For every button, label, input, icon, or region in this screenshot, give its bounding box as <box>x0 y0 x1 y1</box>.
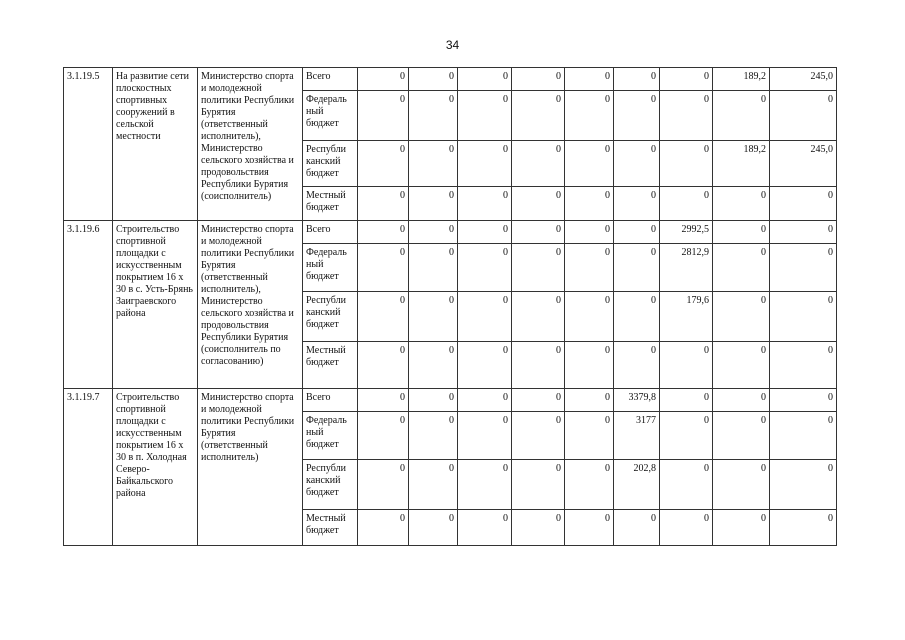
funding-value: 0 <box>358 342 409 389</box>
funding-value: 0 <box>565 292 614 342</box>
funding-value: 0 <box>512 244 565 292</box>
funding-value: 245,0 <box>770 68 837 91</box>
funding-value: 0 <box>713 389 770 412</box>
funding-value: 0 <box>713 342 770 389</box>
funding-value: 2992,5 <box>660 221 713 244</box>
funding-value: 0 <box>713 221 770 244</box>
funding-value: 3177 <box>614 412 660 460</box>
funding-value: 0 <box>512 68 565 91</box>
funding-value: 0 <box>458 187 512 221</box>
funding-value: 0 <box>614 221 660 244</box>
funding-value: 0 <box>713 412 770 460</box>
funding-value: 0 <box>358 68 409 91</box>
funding-value: 0 <box>458 141 512 187</box>
funding-value: 0 <box>512 221 565 244</box>
funding-value: 0 <box>358 221 409 244</box>
funding-value: 0 <box>660 460 713 510</box>
funding-value: 189,2 <box>713 68 770 91</box>
funding-value: 0 <box>512 342 565 389</box>
measure-executor: Министерство спорта и молодежной политики Республики Бурятия (ответственный исполнитель), Министерство сельского хозяйства и продовольствия Республики Бурятия (соисполнитель) <box>198 68 303 221</box>
funding-value: 0 <box>770 244 837 292</box>
funding-value: 0 <box>565 141 614 187</box>
funding-value: 0 <box>358 510 409 546</box>
funding-value: 0 <box>458 292 512 342</box>
funding-value: 0 <box>660 412 713 460</box>
page-number: 34 <box>445 38 460 52</box>
funding-value: 0 <box>614 292 660 342</box>
funding-value: 0 <box>358 187 409 221</box>
funding-value: 0 <box>358 292 409 342</box>
funding-value: 0 <box>458 510 512 546</box>
funding-value: 0 <box>660 91 713 141</box>
funding-value: 0 <box>770 342 837 389</box>
funding-value: 0 <box>409 244 458 292</box>
funding-value: 0 <box>512 91 565 141</box>
funding-value: 0 <box>660 68 713 91</box>
funding-value: 0 <box>358 141 409 187</box>
funding-value: 0 <box>409 141 458 187</box>
funding-value: 2812,9 <box>660 244 713 292</box>
funding-value: 0 <box>512 412 565 460</box>
funding-value: 0 <box>713 510 770 546</box>
funding-source: Местный бюджет <box>303 187 358 221</box>
funding-value: 0 <box>770 221 837 244</box>
measure-code: 3.1.19.7 <box>64 389 113 546</box>
funding-source: Федераль ный бюджет <box>303 244 358 292</box>
table-row <box>64 389 837 412</box>
funding-value: 0 <box>458 389 512 412</box>
funding-value: 3379,8 <box>614 389 660 412</box>
measure-name: На развитие сети плоскостных спортивных сооружений в сельской местности <box>113 68 198 221</box>
funding-value: 0 <box>614 141 660 187</box>
funding-value: 179,6 <box>660 292 713 342</box>
budget-table-body <box>64 68 837 546</box>
funding-value: 0 <box>512 187 565 221</box>
funding-source: Местный бюджет <box>303 510 358 546</box>
measure-name: Строительство спортивной площадки с искусственным покрытием 16 х 30 в п. Холодная Северо-Байкальского района <box>113 389 198 546</box>
funding-value: 0 <box>770 412 837 460</box>
funding-value: 0 <box>409 292 458 342</box>
funding-value: 0 <box>614 244 660 292</box>
funding-value: 0 <box>512 510 565 546</box>
budget-table <box>63 67 837 546</box>
funding-value: 0 <box>512 292 565 342</box>
funding-value: 0 <box>565 460 614 510</box>
measure-code: 3.1.19.6 <box>64 221 113 389</box>
funding-value: 0 <box>614 68 660 91</box>
funding-value: 0 <box>713 292 770 342</box>
funding-value: 0 <box>660 342 713 389</box>
funding-value: 0 <box>565 187 614 221</box>
funding-source: Местный бюджет <box>303 342 358 389</box>
measure-name: Строительство спортивной площадки с искусственным покрытием 16 х 30 в с. Усть-Брянь Заиграевского района <box>113 221 198 389</box>
funding-value: 0 <box>458 460 512 510</box>
funding-value: 0 <box>458 412 512 460</box>
funding-source: Республи канский бюджет <box>303 292 358 342</box>
funding-value: 0 <box>614 187 660 221</box>
funding-value: 0 <box>458 68 512 91</box>
table-row <box>64 68 837 91</box>
funding-value: 0 <box>409 460 458 510</box>
funding-value: 0 <box>660 389 713 412</box>
funding-value: 0 <box>512 389 565 412</box>
funding-value: 0 <box>458 342 512 389</box>
measure-executor: Министерство спорта и молодежной политики Республики Бурятия (ответственный исполнитель), Министерство сельского хозяйства и продовольствия Республики Бурятия (соисполнитель по согласованию) <box>198 221 303 389</box>
funding-value: 202,8 <box>614 460 660 510</box>
funding-value: 0 <box>358 460 409 510</box>
funding-value: 0 <box>409 342 458 389</box>
funding-value: 0 <box>565 91 614 141</box>
measure-executor: Министерство спорта и молодежной политики Республики Бурятия (ответственный исполнитель) <box>198 389 303 546</box>
measure-code: 3.1.19.5 <box>64 68 113 221</box>
funding-value: 0 <box>713 244 770 292</box>
funding-value: 0 <box>512 460 565 510</box>
funding-value: 0 <box>358 412 409 460</box>
funding-value: 0 <box>770 510 837 546</box>
funding-value: 0 <box>565 510 614 546</box>
funding-value: 0 <box>409 389 458 412</box>
funding-value: 0 <box>409 221 458 244</box>
funding-value: 189,2 <box>713 141 770 187</box>
funding-value: 0 <box>713 460 770 510</box>
funding-value: 0 <box>565 221 614 244</box>
funding-value: 0 <box>409 510 458 546</box>
funding-value: 0 <box>565 244 614 292</box>
funding-value: 0 <box>660 141 713 187</box>
funding-value: 0 <box>770 460 837 510</box>
funding-value: 0 <box>614 342 660 389</box>
funding-value: 0 <box>713 91 770 141</box>
funding-source: Всего <box>303 389 358 412</box>
funding-source: Республи канский бюджет <box>303 141 358 187</box>
funding-source: Федераль ный бюджет <box>303 412 358 460</box>
funding-source: Федераль ный бюджет <box>303 91 358 141</box>
funding-value: 0 <box>770 187 837 221</box>
funding-value: 0 <box>358 244 409 292</box>
funding-value: 0 <box>614 91 660 141</box>
funding-value: 0 <box>512 141 565 187</box>
funding-value: 0 <box>358 91 409 141</box>
funding-value: 0 <box>458 244 512 292</box>
funding-value: 0 <box>358 389 409 412</box>
funding-value: 0 <box>770 91 837 141</box>
funding-value: 0 <box>713 187 770 221</box>
funding-value: 0 <box>409 412 458 460</box>
funding-value: 0 <box>565 342 614 389</box>
funding-value: 0 <box>458 221 512 244</box>
funding-value: 0 <box>660 187 713 221</box>
funding-value: 0 <box>770 292 837 342</box>
funding-value: 0 <box>565 389 614 412</box>
funding-source: Всего <box>303 221 358 244</box>
funding-value: 0 <box>565 68 614 91</box>
funding-source: Республи канский бюджет <box>303 460 358 510</box>
funding-value: 0 <box>409 187 458 221</box>
funding-source: Всего <box>303 68 358 91</box>
funding-value: 0 <box>409 91 458 141</box>
funding-value: 0 <box>660 510 713 546</box>
funding-value: 0 <box>770 389 837 412</box>
table-row <box>64 221 837 244</box>
funding-value: 0 <box>565 412 614 460</box>
funding-value: 245,0 <box>770 141 837 187</box>
funding-value: 0 <box>409 68 458 91</box>
funding-value: 0 <box>458 91 512 141</box>
funding-value: 0 <box>614 510 660 546</box>
